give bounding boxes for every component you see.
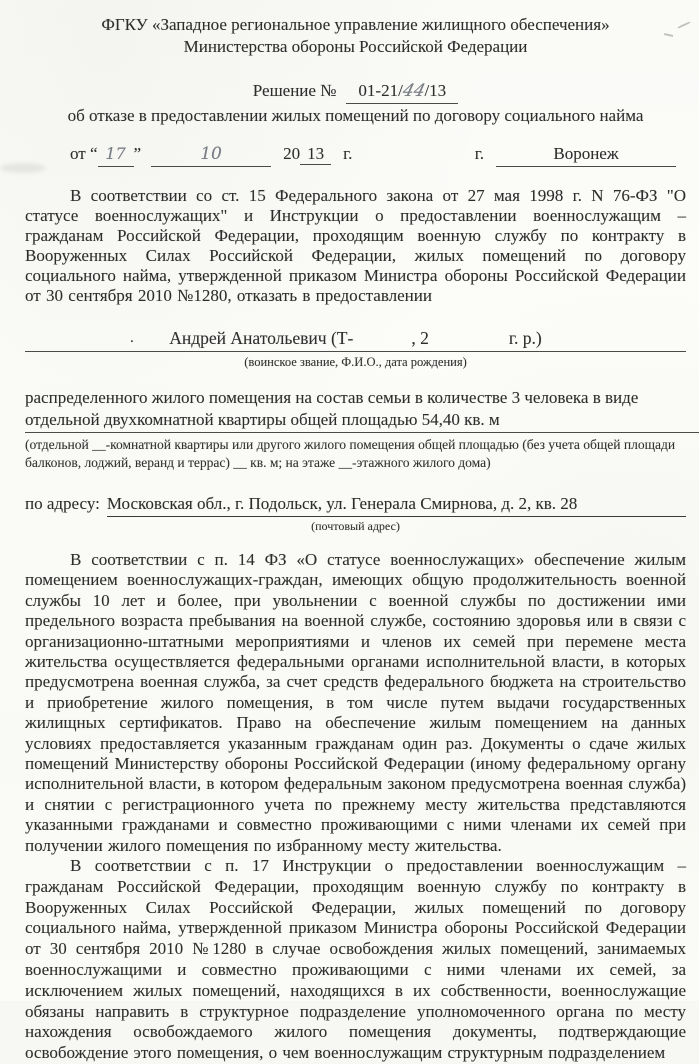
date-quote-close: ” bbox=[133, 144, 142, 163]
recipient-name-line bbox=[25, 327, 686, 352]
recipient-name: Андрей Анатольевич (Т- bbox=[169, 328, 354, 348]
date-day-handwritten: 17 bbox=[98, 142, 134, 167]
city-field bbox=[475, 142, 676, 167]
scan-smudge bbox=[0, 163, 46, 173]
recipient-caption: (воинское звание, Ф.И.О., дата рождения) bbox=[244, 355, 467, 369]
decision-number-printed-suffix: /13 bbox=[424, 81, 447, 100]
org-name-line1: ФГКУ «Западное региональное управление жилищного обеспечения» bbox=[101, 15, 610, 34]
org-name-line2: Министерства обороны Российской Федерации bbox=[183, 37, 528, 56]
address-row bbox=[25, 493, 686, 517]
allocation-line2: отдельной двухкомнатной квартиры общей площадью 54,40 кв. м bbox=[25, 409, 699, 434]
paragraph-legal-basis: В соответствии со ст. 15 Федерального закона от 27 мая 1998 г. N 76-ФЗ "О статусе военнослужащих" и Инструкции о предоставлении военнослужащим – гражданам Российской Федерации, проходящим военную службу по контракту в Вооруженных Силах Российской Федерации, жилых помещений по договору социального найма, утвержденной приказом Министра обороны Российской Федерации от 30 сентября 2010 №1280, отказать в предоставлении bbox=[25, 186, 686, 305]
address-value: Московская обл., г. Подольск, ул. Генерала Смирнова, д. 2, кв. 28 bbox=[107, 493, 686, 517]
address-label: по адресу: bbox=[25, 494, 100, 513]
paragraph-point-14: В соответствии с п. 14 ФЗ «О статусе военнослужащих» обеспечение жилым помещением военнослужащих-граждан, имеющих общую продолжительность военной службы 10 лет и более, при увольнении с военной службы по достижении ими предельного возраста пребывания на военной службе, состоянию здоровья или в связи с организационно-штатными мероприятиями и членов их семей при перемене места жительства осуществляется федеральными органами исполнительной власти, в которых предусмотрена военная служба, за счет средств федерального бюджета на строительство и приобретение жилого помещения, в том числе путем выдачи государственных жилищных сертификатов. Право на обеспечение жилым помещением на данных условиях предоставляется указанным гражданам один раз. Документы о сдаче жилых помещений Министерству обороны Российской Федерации (иному федеральному органу исполнительной власти, в котором федеральным законом предусмотрена военная служба) и снятии с регистрационного учета по прежнему месту жительства представляются указанными гражданами и совместно проживающими с ними членами их семей при получении жилого помещения по избранному месту жительства. bbox=[25, 550, 686, 855]
decision-number-handwritten: 44 bbox=[400, 81, 427, 101]
date-year-g-label: г. bbox=[343, 144, 353, 163]
decision-number-printed-prefix: 01-21/ bbox=[358, 81, 403, 100]
allocation-description bbox=[25, 387, 686, 433]
date-from-label: от “ bbox=[70, 144, 98, 163]
date-month-field bbox=[151, 142, 271, 167]
paragraph-point-17: В соответствии с п. 17 Инструкции о предоставлении военнослужащим – гражданам Российской Федерации, проходящим военную службу по контракту в Вооруженных Силах Российской Федерации, жилых помещений по договору социального найма, утвержденной приказом Министра обороны Российской Федерации от 30 сентября 2010 №1280 в случае освобождения жилых помещений, занимаемых военнослужащими и совместно проживающими с ними членами их семей, за исключением жилых помещений, находящихся в их собственности, военнослужащие обязаны направить в структурное подразделение уполномоченного органа по месту нахождения освобождаемого жилого помещения документы, подтверждающие освобождение этого помещения, о чем военнослужащим структурным подразделением bbox=[25, 856, 686, 1063]
city-label: г. bbox=[474, 144, 484, 163]
date-field bbox=[70, 142, 352, 167]
decision-subtitle: об отказе в предоставлении жилых помещений по договору социального найма bbox=[67, 106, 644, 125]
date-year-prefix: 20 bbox=[283, 144, 301, 163]
decision-number bbox=[346, 80, 458, 104]
date-and-city-row bbox=[25, 142, 686, 167]
allocation-form-caption: (отдельной __-комнатной квартиры или другого жилого помещения общей площадью (без учета общей площади балконов, лоджий, веранд и террас) __ кв. м; на этаже __-этажного жилого дома) bbox=[25, 437, 676, 470]
date-year-suffix: 13 bbox=[300, 144, 331, 165]
recipient-name-middle: , 2 bbox=[411, 328, 429, 348]
decision-label: Решение № bbox=[252, 81, 337, 100]
date-month-handwritten: 10 bbox=[200, 144, 222, 164]
decision-number-row bbox=[25, 80, 686, 104]
allocation-line1: распределенного жилого помещения на состав семьи в количестве 3 человека в виде bbox=[25, 388, 639, 407]
address-caption: (почтовый адрес) bbox=[311, 519, 400, 533]
recipient-name-end: г. р.) bbox=[508, 328, 542, 348]
city-value: Воронеж bbox=[496, 142, 676, 167]
scan-dot-mark: . bbox=[130, 330, 134, 346]
